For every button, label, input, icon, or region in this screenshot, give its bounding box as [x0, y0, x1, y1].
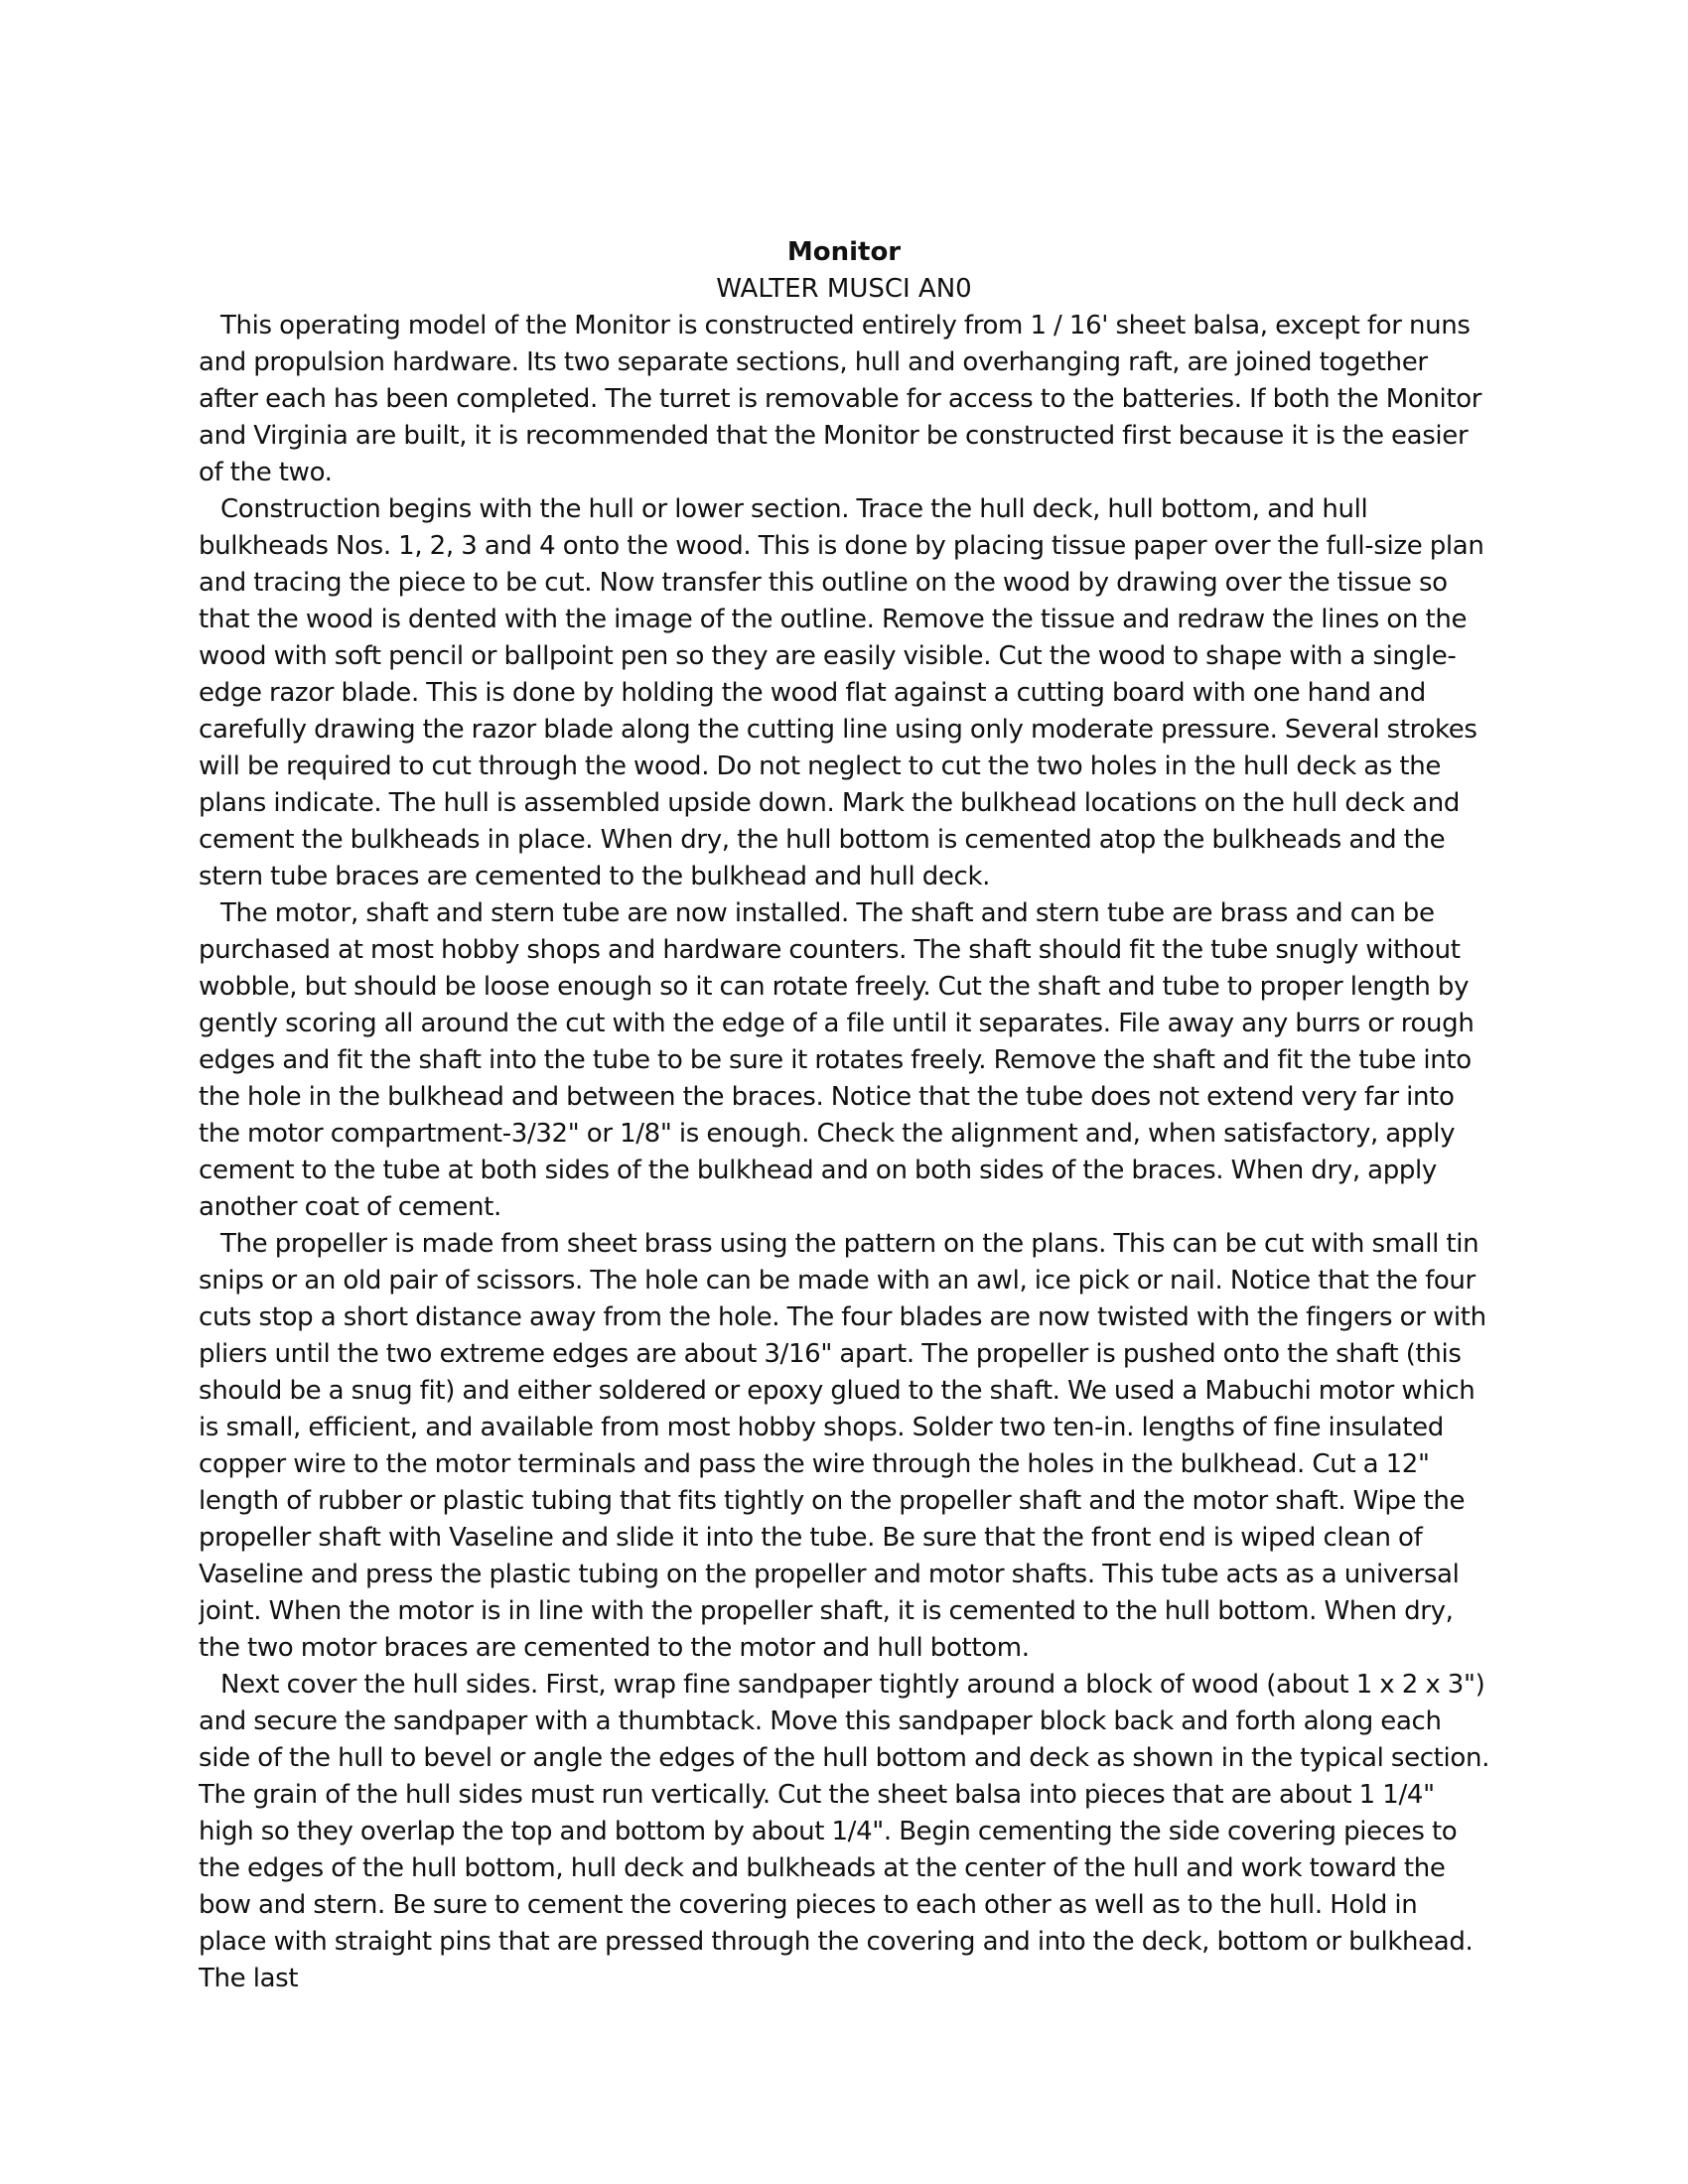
paragraph-hull-sides: Next cover the hull sides. First, wrap fine sandpaper tightly around a block of wood (about 1 x 2 x 3") and secure the sandpaper with a thumbtack. Move this sandpaper block back and forth along each side of the hull to bevel or angle the edges of the hull bottom and deck as shown in the typical section. The grain of the hull sides must run vertically. Cut the sheet balsa into pieces that are about 1 1/4" high so they overlap the top and bottom by about 1/4". Begin cementing the side covering pieces to the edges of the hull bottom, hull deck and bulkheads at the center of the hull and work toward the bow and stern. Be sure to cement the covering pieces to each other as well as to the hull. Hold in place with straight pins that are pressed through the covering and into the deck, bottom or bulkhead. The last	[199, 1670, 1489, 1993]
paragraph-intro: This operating model of the Monitor is constructed entirely from 1 / 16' sheet balsa, except for nuns and propulsion hardware. Its two separate sections, hull and overhanging raft, are joined together after each has been completed. The turret is removable for access to the batteries. If both the Monitor and Virginia are built, it is recommended that the Monitor be constructed first because it is the easier of the two.	[199, 311, 1482, 487]
paragraph-motor-shaft: The motor, shaft and stern tube are now installed. The shaft and stern tube are brass and can be purchased at most hobby shops and hardware counters. The shaft should fit the tube snugly without wobble, but should be loose enough so it can rotate freely. Cut the shaft and tube to proper length by gently scoring all around the cut with the edge of a file until it separates. File away any burrs or rough edges and fit the shaft into the tube to be sure it rotates freely. Remove the shaft and fit the tube into the hole in the bulkhead and between the braces. Notice that the tube does not extend very far into the motor compartment-3/32" or 1/8" is enough. Check the alignment and, when satisfactory, apply cement to the tube at both sides of the bulkhead and on both sides of the braces. When dry, apply another coat of cement.	[199, 898, 1475, 1222]
document-author: WALTER MUSCI AN0	[716, 274, 972, 304]
document-title: Monitor	[786, 237, 902, 267]
document-page	[199, 234, 1489, 2041]
paragraph-hull-construction: Construction begins with the hull or lower section. Trace the hull deck, hull bottom, and hull bulkheads Nos. 1, 2, 3 and 4 onto the wood. This is done by placing tissue paper over the full-size plan and tracing the piece to be cut. Now transfer this outline on the wood by drawing over the tissue so that the wood is dented with the image of the outline. Remove the tissue and redraw the lines on the wood with soft pencil or ballpoint pen so they are easily visible. Cut the wood to shape with a single-edge razor blade. This is done by holding the wood flat against a cutting board with one hand and carefully drawing the razor blade along the cutting line using only moderate pressure. Several strokes will be required to cut through the wood. Do not neglect to cut the two holes in the hull deck as the plans indicate. The hull is assembled upside down. Mark the bulkhead locations on the hull deck and cement the bulkheads in place. When dry, the hull bottom is cemented atop the bulkheads and the stern tube braces are cemented to the bulkhead and hull deck.	[199, 494, 1484, 891]
paragraph-propeller: The propeller is made from sheet brass using the pattern on the plans. This can be cut with small tin snips or an old pair of scissors. The hole can be made with an awl, ice pick or nail. Notice that the four cuts stop a short distance away from the hole. The four blades are now twisted with the fingers or with pliers until the two extreme edges are about 3/16" apart. The propeller is pushed onto the shaft (this should be a snug fit) and either soldered or epoxy glued to the shaft. We used a Mabuchi motor which is small, efficient, and available from most hobby shops. Solder two ten-in. lengths of fine insulated copper wire to the motor terminals and pass the wire through the holes in the bulkhead. Cut a 12" length of rubber or plastic tubing that fits tightly on the propeller shaft and the motor shaft. Wipe the propeller shaft with Vaseline and slide it into the tube. Be sure that the front end is wiped clean of Vaseline and press the plastic tubing on the propeller and motor shafts. This tube acts as a universal joint. When the motor is in line with the propeller shaft, it is cemented to the hull bottom. When dry, the two motor braces are cemented to the motor and hull bottom.	[199, 1229, 1486, 1663]
